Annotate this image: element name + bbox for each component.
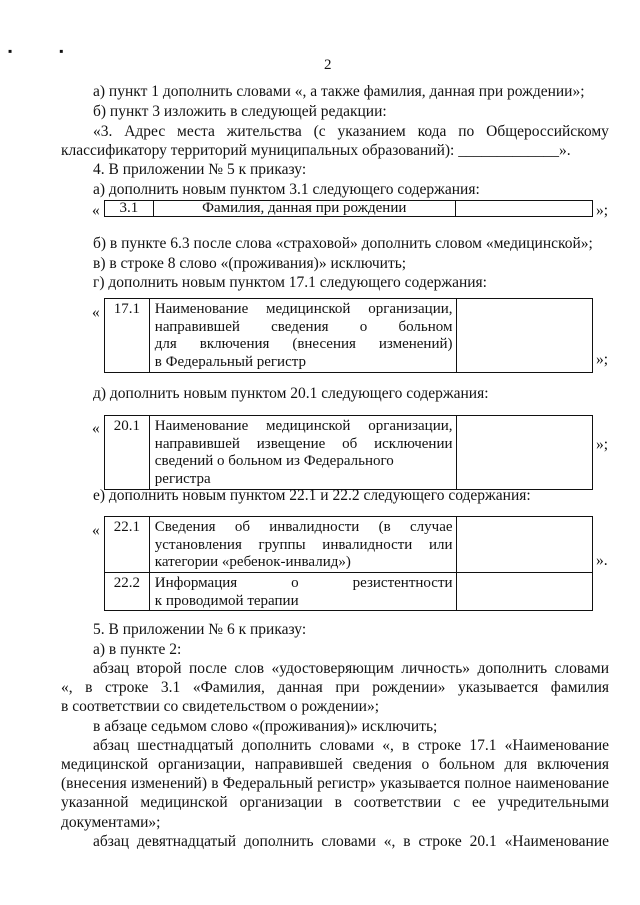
row-label-line: направившей сведения о больном (154, 318, 453, 335)
w8: по (458, 123, 475, 140)
quote-open: « (92, 420, 100, 437)
quote-close: »; (596, 351, 609, 368)
row-value (456, 573, 592, 611)
row-number: 22.2 (105, 573, 150, 611)
row-label-line: к проводимой терапии (154, 592, 299, 609)
text-line-2: б) пункт 3 изложить в следующей редакции: (93, 103, 387, 120)
row-label-line: в Федеральный регистр (154, 354, 306, 371)
w4: жительства (226, 123, 302, 140)
row-value (456, 299, 593, 373)
text-line-8: в) в строке 8 слово «(проживания)» исключить; (93, 255, 407, 272)
row-number: 20.1 (105, 416, 150, 490)
text-line-10: д) дополнить новым пунктом 20.1 следующего содержания: (93, 385, 489, 402)
text-line-4: классификатору территорий муниципальных образований): _____________». (61, 142, 571, 159)
row-label-line: Информация о резистентности (154, 575, 453, 592)
table-17-1 (104, 298, 593, 373)
row-value (456, 416, 593, 490)
row-value (455, 201, 592, 217)
text-line-21: указанной медицинской организации в соответствии с ее учредительными (61, 794, 609, 811)
text-line-6: а) дополнить новым пунктом 3.1 следующего содержания: (93, 181, 480, 198)
w3: места (177, 123, 215, 140)
quote-close: ». (596, 552, 608, 569)
quote-open: « (92, 304, 100, 321)
text-line-16: в соответствии со свидетельством о рождении»; (61, 698, 380, 715)
row-label-line: направившей извещение об исключении (154, 435, 453, 452)
row-label-line: категории «ребенок-инвалид») (154, 554, 351, 571)
page-number: 2 (324, 57, 332, 73)
row-label: Фамилия, данная при рождении (153, 201, 455, 217)
text-line-13: а) в пункте 2: (93, 641, 182, 658)
row-number: 3.1 (105, 201, 154, 217)
table-22 (104, 516, 593, 611)
row-label-line: установления группы инвалидности или (154, 536, 453, 553)
w2: Адрес (124, 123, 166, 140)
row-number: 17.1 (105, 299, 150, 373)
row-label (149, 299, 456, 373)
text-line-17: в абзаце седьмом слово «(проживания)» исключить; (93, 718, 438, 735)
text-line-3 (93, 124, 609, 140)
text-line-19: медицинской организации, направившей сведения о больном для включения (61, 756, 609, 773)
table-row (105, 573, 593, 611)
text-line-1: а) пункт 1 дополнить словами «, а также фамилия, данная при рождении»; (93, 83, 585, 100)
quote-close: »; (596, 436, 609, 453)
text-line-9: г) дополнить новым пунктом 17.1 следующего содержания: (93, 274, 487, 291)
quote-close: »; (596, 202, 609, 219)
quote-open: « (92, 522, 100, 539)
text-line-15: «, в строке 3.1 «Фамилия, данная при рождении» указывается фамилия (61, 679, 609, 696)
quote-open: « (92, 202, 100, 219)
row-number: 22.1 (105, 517, 150, 573)
row-value (456, 517, 592, 573)
text-line-14: абзац второй после слов «удостоверяющим личность» дополнить словами (93, 660, 609, 677)
w1: «3. (93, 123, 113, 140)
row-label (149, 416, 456, 490)
row-label (149, 573, 456, 611)
row-label (149, 517, 456, 573)
table-row (105, 517, 593, 573)
text-line-12: 5. В приложении № 6 к приказу: (93, 621, 307, 638)
text-line-7: б) в пункте 6.3 после слова «страховой» дополнить словом «медицинской»; (93, 235, 593, 252)
row-label-line: Наименование медицинской организации, (154, 301, 453, 317)
scan-marks: ▪ ▪ (8, 44, 86, 58)
row-label-line: для включения (внесения изменений) (154, 336, 453, 353)
text-line-22: документами»; (61, 814, 161, 831)
table-20-1 (104, 415, 593, 490)
row-label-line: Сведения об инвалидности (в случае (154, 519, 453, 535)
text-line-5: 4. В приложении № 5 к приказу: (93, 161, 307, 178)
text-line-11: е) дополнить новым пунктом 22.1 и 22.2 следующего содержания: (93, 487, 531, 504)
w9: Общероссийскому (486, 123, 609, 140)
row-label-line: сведений о больном из Федерального регистра (154, 453, 394, 488)
text-line-23: абзац девятнадцатый дополнить словами «, в строке 20.1 «Наименование (93, 833, 609, 850)
table-3-1 (104, 200, 593, 217)
row-label-line: Наименование медицинской организации, (154, 418, 453, 434)
w5: (с (313, 123, 326, 140)
w6: указанием (337, 123, 406, 140)
text-line-20: (внесения изменений) в Федеральный регистр» указывается полное наименование (61, 775, 609, 792)
text-line-18: абзац шестнадцатый дополнить словами «, в строке 17.1 «Наименование (93, 737, 609, 754)
w7: кода (417, 123, 447, 140)
